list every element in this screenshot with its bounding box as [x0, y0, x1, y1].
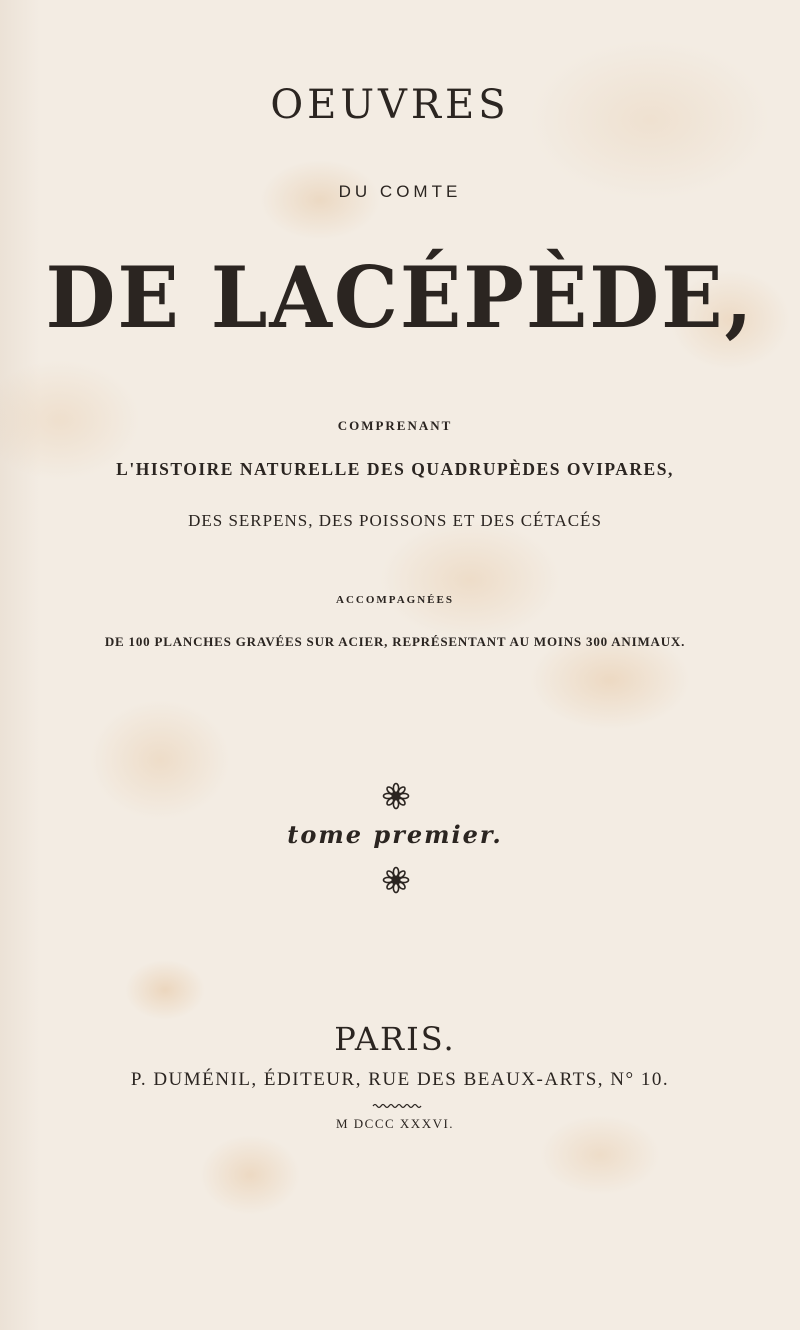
author-name: DE LACÉPÈDE, — [45, 248, 755, 347]
subject-line-2: DES SERPENS, DES POISSONS ET DES CÉTACÉS — [188, 511, 602, 530]
flower-ornament-icon — [382, 866, 410, 894]
subject-line-1: L'HISTOIRE NATURELLE DES QUADRUPÈDES OVIPARES, — [116, 459, 674, 479]
du-comte-line: DU COMTE — [338, 182, 462, 201]
accompagnees-line: ACCOMPAGNÉES — [336, 594, 454, 606]
comprenant-line: COMPRENANT — [337, 418, 453, 433]
wavy-rule-icon — [372, 1102, 422, 1110]
plates-line: DE 100 PLANCHES GRAVÉES SUR ACIER, REPRÉSENTANT AU MOINS 300 ANIMAUX. — [104, 634, 686, 649]
oeuvres-heading: OEUVRES — [270, 82, 510, 128]
volume-label: tome premier. — [287, 820, 503, 849]
publication-date: M DCCC XXXVI. — [335, 1116, 455, 1131]
city-line: PARIS. — [334, 1020, 456, 1058]
flower-ornament-icon — [382, 782, 410, 810]
publisher-line: P. DUMÉNIL, ÉDITEUR, RUE DES BEAUX-ARTS, N° 10. — [130, 1069, 670, 1090]
